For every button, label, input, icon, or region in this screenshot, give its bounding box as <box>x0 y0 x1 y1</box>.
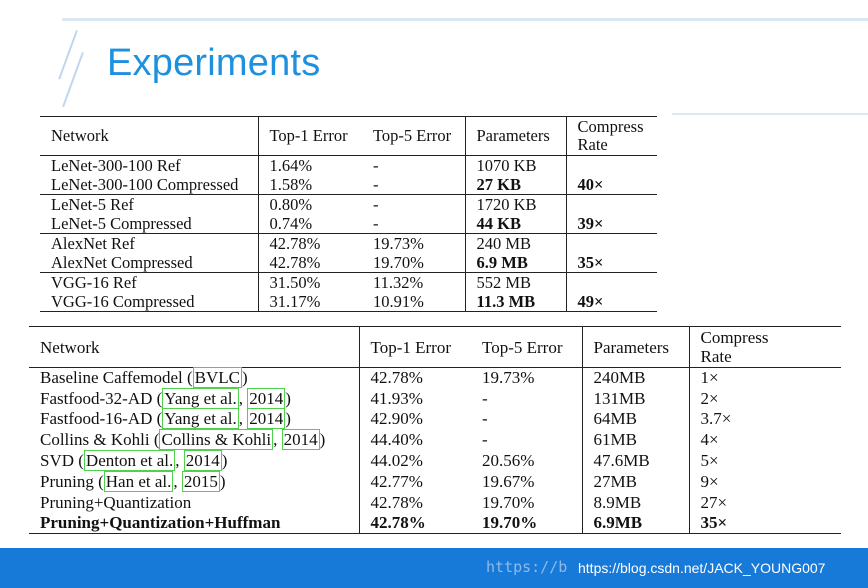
cell-parameters: 8.9MB <box>582 492 689 513</box>
cell-network: Pruning+Quantization <box>29 492 359 513</box>
table-row-highlight <box>29 513 841 534</box>
cell-rate <box>566 156 657 176</box>
cell-rate <box>566 273 657 293</box>
cell-top5: - <box>362 175 465 195</box>
slide-title: Experiments <box>107 42 321 84</box>
cell-parameters: 6.9MB <box>582 513 689 534</box>
table-row <box>29 492 841 513</box>
header-top1: Top-1 Error <box>370 337 451 357</box>
citation-year-link[interactable]: 2014 <box>249 388 284 408</box>
citation-link[interactable]: Yang et al. <box>164 388 237 408</box>
table-row <box>29 451 841 472</box>
cell-top1: 42.78% <box>269 234 321 253</box>
cell-network: Fastfood-16-AD ( Yang et al. , 2014 ) <box>29 409 359 430</box>
cell-network: Baseline Caffemodel ( BVLC ) <box>29 368 359 389</box>
cell-parameters: 240 MB <box>465 234 566 254</box>
table-header-row <box>29 327 841 368</box>
cell-parameters: 240MB <box>582 368 689 389</box>
table-row <box>40 214 657 234</box>
cell-top5: 11.32% <box>362 273 465 293</box>
cell-top5: - <box>362 214 465 234</box>
cell-top5: - <box>362 195 465 215</box>
cell-network: SVD ( Denton et al. , 2014 ) <box>29 451 359 472</box>
cell-top1: 42.78% <box>370 368 423 388</box>
cell-parameters: 11.3 MB <box>465 292 566 312</box>
watermark-ghost: https://b <box>486 558 568 576</box>
cell-network: AlexNet Ref <box>40 234 258 254</box>
compression-results-table <box>40 116 657 312</box>
citation-link[interactable]: Yang et al. <box>164 409 237 429</box>
cell-parameters: 1720 KB <box>465 195 566 215</box>
header-network: Network <box>29 327 359 368</box>
header-top5: Top-5 Error <box>471 327 582 368</box>
cell-rate: 35× <box>577 253 604 272</box>
cell-top1: 42.78% <box>370 513 426 533</box>
cell-top5: - <box>471 388 582 409</box>
header-parameters: Parameters <box>465 117 566 156</box>
cell-parameters: 61MB <box>582 430 689 451</box>
cell-top5: 19.67% <box>471 471 582 492</box>
cell-top5: 19.73% <box>471 368 582 389</box>
citation-year-link[interactable]: 2015 <box>183 471 218 491</box>
cell-parameters: 131MB <box>582 388 689 409</box>
cell-network: Fastfood-32-AD ( Yang et al. , 2014 ) <box>29 388 359 409</box>
citation-year-link[interactable]: 2014 <box>249 409 284 429</box>
cell-parameters: 27MB <box>582 471 689 492</box>
cell-top1: 44.02% <box>370 451 423 471</box>
citation-link[interactable]: Collins & Kohli <box>161 430 272 450</box>
cell-top1: 42.77% <box>370 471 423 491</box>
cell-top5: 19.70% <box>471 513 582 534</box>
table-row <box>29 388 841 409</box>
cell-rate <box>566 234 657 254</box>
cell-top5: 20.56% <box>471 451 582 472</box>
cell-top1: 0.80% <box>269 195 313 214</box>
cell-network: Pruning ( Han et al. , 2015 ) <box>29 471 359 492</box>
cell-parameters: 47.6MB <box>582 451 689 472</box>
cell-parameters: 44 KB <box>465 214 566 234</box>
cell-top5: 19.73% <box>362 234 465 254</box>
cell-rate: 3.7× <box>700 409 732 429</box>
cell-rate: 27× <box>700 492 728 512</box>
header-network: Network <box>40 117 258 156</box>
cell-rate: 4× <box>700 430 719 450</box>
cell-top1: 42.90% <box>370 409 423 429</box>
cell-rate: 2× <box>700 388 719 408</box>
cell-rate: 49× <box>577 292 604 311</box>
cell-parameters: 552 MB <box>465 273 566 293</box>
cell-rate <box>566 195 657 215</box>
header-compress-rate: Compress Rate <box>577 117 644 154</box>
watermark-url: https://blog.csdn.net/JACK_YOUNG007 <box>578 560 826 576</box>
cell-rate: 9× <box>700 471 719 491</box>
side-divider <box>672 113 868 115</box>
cell-top5: - <box>471 409 582 430</box>
table-header-row <box>40 117 657 156</box>
cell-top5: 19.70% <box>362 253 465 273</box>
table-row <box>29 368 841 389</box>
cell-network: VGG-16 Compressed <box>40 292 258 312</box>
citation-link[interactable]: BVLC <box>194 368 240 388</box>
citation-year-link[interactable]: 2014 <box>283 430 318 450</box>
cell-top1: 44.40% <box>370 430 423 450</box>
cell-top1: 0.74% <box>269 214 313 233</box>
cell-top5: 19.70% <box>471 492 582 513</box>
header-top1: Top-1 Error <box>269 126 348 145</box>
table-row <box>29 430 841 451</box>
citation-year-link[interactable]: 2014 <box>185 451 220 471</box>
cell-rate: 39× <box>577 214 604 233</box>
cell-top1: 41.93% <box>370 388 423 408</box>
header-top5: Top-5 Error <box>362 117 465 156</box>
table-row <box>40 156 657 176</box>
cell-top1: 31.17% <box>269 292 321 311</box>
cell-rate: 5× <box>700 451 719 471</box>
top-divider <box>62 18 868 21</box>
table-row <box>40 234 657 254</box>
cell-top5: - <box>362 156 465 176</box>
table-row <box>29 471 841 492</box>
cell-parameters: 6.9 MB <box>465 253 566 273</box>
cell-network: LeNet-300-100 Compressed <box>40 175 258 195</box>
header-compress-rate: Compress Rate <box>700 328 769 366</box>
comparison-table <box>29 326 841 534</box>
cell-rate: 1× <box>700 368 719 388</box>
cell-top1: 1.58% <box>269 175 313 194</box>
cell-rate: 40× <box>577 175 604 194</box>
cell-network: Collins & Kohli ( Collins & Kohli , 2014 ) <box>29 430 359 451</box>
cell-top1: 31.50% <box>269 273 321 292</box>
table-row <box>40 273 657 293</box>
cell-top5: - <box>471 430 582 451</box>
cell-top5: 10.91% <box>362 292 465 312</box>
cell-network: LeNet-5 Ref <box>40 195 258 215</box>
table-row <box>40 195 657 215</box>
cell-network: AlexNet Compressed <box>40 253 258 273</box>
table-row <box>40 175 657 195</box>
cell-network: Pruning+Quantization+Huffman <box>29 513 359 534</box>
cell-top1: 1.64% <box>269 156 313 175</box>
cell-network: VGG-16 Ref <box>40 273 258 293</box>
table-row <box>40 292 657 312</box>
cell-parameters: 64MB <box>582 409 689 430</box>
header-parameters: Parameters <box>582 327 689 368</box>
table-row <box>29 409 841 430</box>
cell-top1: 42.78% <box>370 492 423 512</box>
cell-rate: 35× <box>700 513 728 533</box>
cell-parameters: 27 KB <box>465 175 566 195</box>
cell-network: LeNet-5 Compressed <box>40 214 258 234</box>
cell-top1: 42.78% <box>269 253 321 272</box>
citation-link[interactable]: Han et al. <box>105 471 172 491</box>
cell-network: LeNet-300-100 Ref <box>40 156 258 176</box>
citation-link[interactable]: Denton et al. <box>85 451 174 471</box>
table-row <box>40 253 657 273</box>
cell-parameters: 1070 KB <box>465 156 566 176</box>
